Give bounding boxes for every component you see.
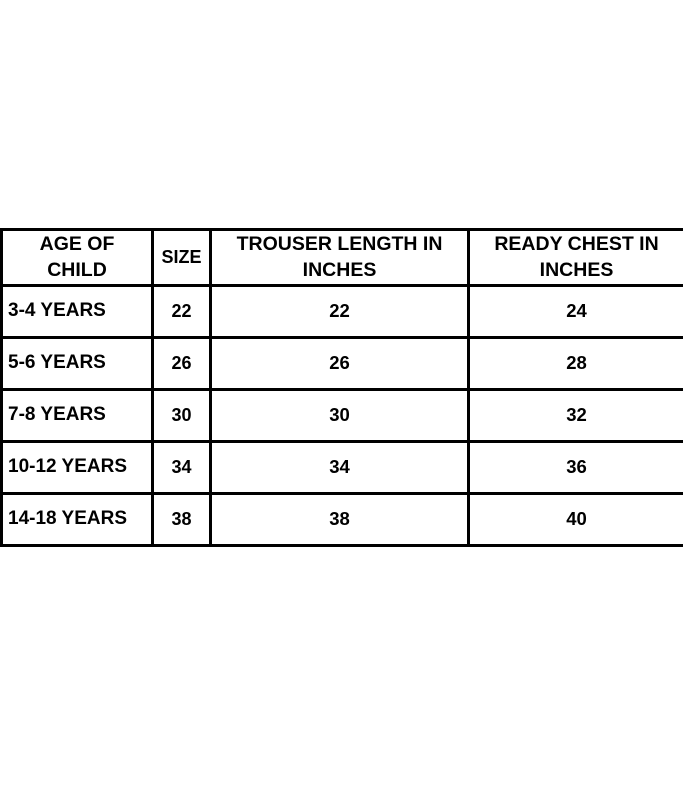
column-header-trouser-length: TROUSER LENGTH IN INCHES bbox=[211, 230, 469, 286]
cell-ready-chest: 28 bbox=[469, 337, 683, 389]
cell-age: 10-12 YEARS bbox=[2, 441, 153, 493]
table-row bbox=[2, 493, 683, 545]
cell-age: 7-8 YEARS bbox=[2, 389, 153, 441]
cell-trouser-length: 26 bbox=[211, 337, 469, 389]
table-row bbox=[2, 441, 683, 493]
cell-ready-chest: 40 bbox=[469, 493, 683, 545]
table-row bbox=[2, 389, 683, 441]
cell-trouser-length: 30 bbox=[211, 389, 469, 441]
size-chart-container bbox=[0, 228, 683, 547]
table-row bbox=[2, 337, 683, 389]
cell-size: 30 bbox=[153, 389, 211, 441]
column-header-ready-chest: READY CHEST IN INCHES bbox=[469, 230, 683, 286]
table-row bbox=[2, 285, 683, 337]
cell-size: 38 bbox=[153, 493, 211, 545]
cell-size: 34 bbox=[153, 441, 211, 493]
cell-age: 5-6 YEARS bbox=[2, 337, 153, 389]
column-header-size: SIZE bbox=[153, 230, 211, 286]
cell-trouser-length: 38 bbox=[211, 493, 469, 545]
cell-ready-chest: 24 bbox=[469, 285, 683, 337]
cell-age: 3-4 YEARS bbox=[2, 285, 153, 337]
cell-trouser-length: 34 bbox=[211, 441, 469, 493]
cell-ready-chest: 36 bbox=[469, 441, 683, 493]
cell-size: 26 bbox=[153, 337, 211, 389]
column-header-age: AGE OF CHILD bbox=[2, 230, 153, 286]
table-body bbox=[2, 285, 683, 545]
cell-ready-chest: 32 bbox=[469, 389, 683, 441]
size-chart-table bbox=[0, 228, 683, 547]
cell-age: 14-18 YEARS bbox=[2, 493, 153, 545]
table-header bbox=[2, 230, 683, 286]
cell-trouser-length: 22 bbox=[211, 285, 469, 337]
cell-size: 22 bbox=[153, 285, 211, 337]
table-header-row bbox=[2, 230, 683, 286]
